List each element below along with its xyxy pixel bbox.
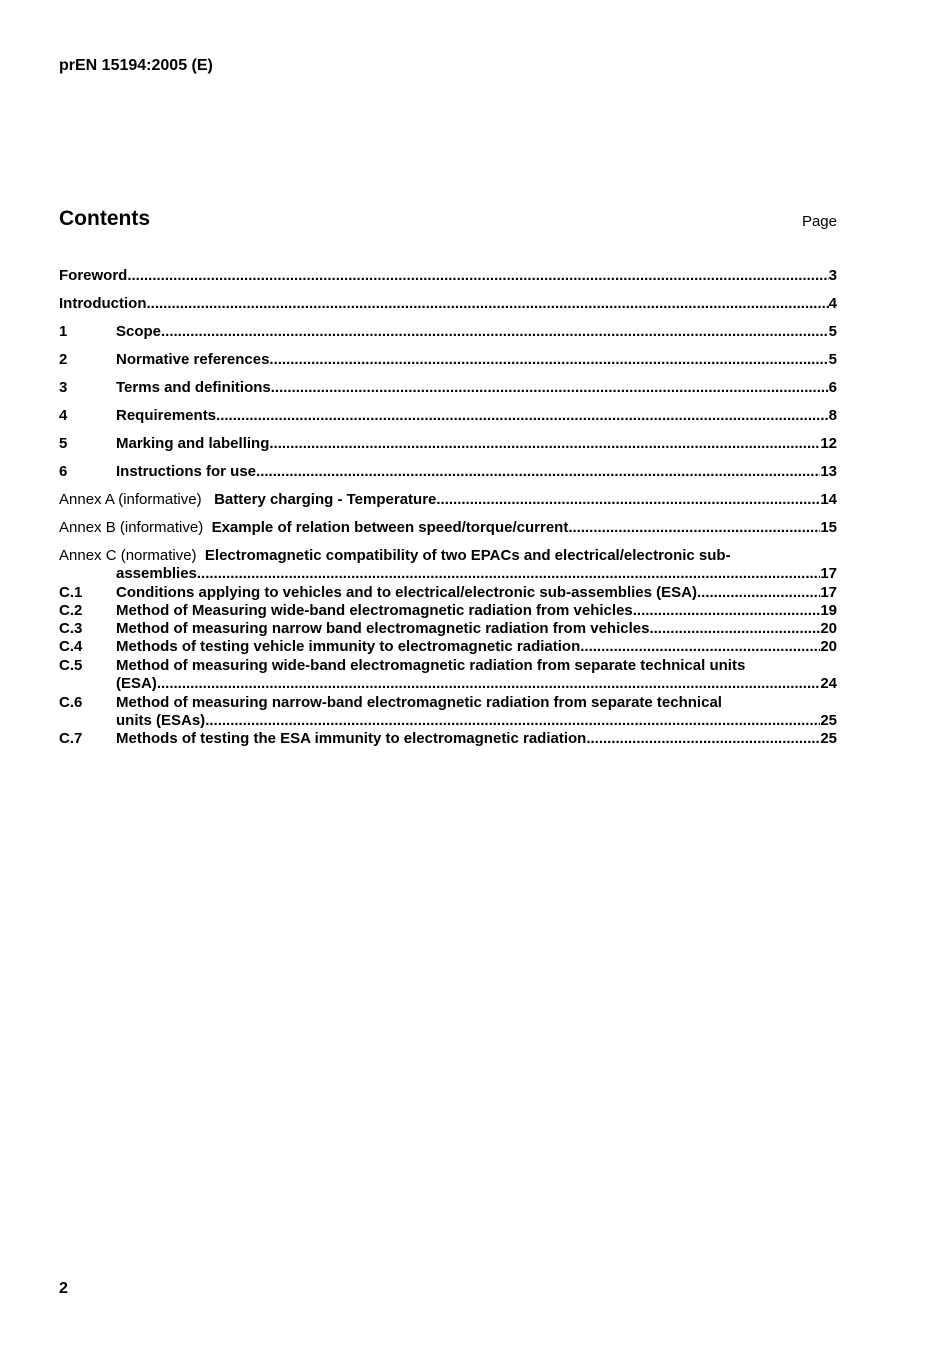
annex-title: Electromagnetic compatibility of two EPACs and electrical/electronic sub- — [204, 547, 731, 564]
document-id: prEN 15194:2005 (E) — [59, 57, 213, 74]
toc-number: C.2 — [59, 602, 83, 619]
toc-entry-c6-cont[interactable] — [59, 712, 837, 730]
annex-title: Example of relation between speed/torque/current — [211, 519, 569, 536]
toc-label: Requirements — [116, 407, 217, 424]
toc-label: Method of measuring wide-band electromagnetic radiation from separate technical units — [116, 657, 746, 674]
toc-page: 5 — [828, 351, 837, 368]
toc-label: Methods of testing the ESA immunity to electromagnetic radiation — [116, 730, 587, 747]
toc-label: Conditions applying to vehicles and to electrical/electronic sub-assemblies (ESA) — [116, 584, 697, 601]
toc-entry-c6[interactable] — [59, 694, 837, 712]
toc-page: 13 — [820, 463, 837, 480]
toc-entry-annex-c-cont[interactable] — [59, 565, 837, 583]
toc-entry-introduction[interactable] — [59, 295, 837, 313]
toc-number: C.5 — [59, 657, 83, 674]
toc-entry-normative-references[interactable] — [59, 351, 837, 369]
toc-page: 25 — [820, 712, 837, 729]
toc-number: 3 — [59, 379, 68, 396]
toc-page: 20 — [820, 638, 837, 655]
toc-label: Normative references — [116, 351, 270, 368]
toc-entry-marking-labelling[interactable] — [59, 435, 837, 453]
toc-entry-annex-c[interactable] — [59, 547, 837, 565]
toc-number: C.6 — [59, 694, 83, 711]
toc-page: 3 — [828, 267, 837, 284]
toc-number: C.7 — [59, 730, 83, 747]
toc-entry-c1[interactable] — [59, 584, 837, 602]
toc-label: Methods of testing vehicle immunity to electromagnetic radiation — [116, 638, 581, 655]
toc-entry-c7[interactable] — [59, 730, 837, 748]
toc-number: 2 — [59, 351, 68, 368]
toc-page: 12 — [820, 435, 837, 452]
toc-entry-c2[interactable] — [59, 602, 837, 620]
toc-entry-c4[interactable] — [59, 638, 837, 656]
toc-page: 8 — [828, 407, 837, 424]
page-number: 2 — [59, 1280, 68, 1297]
toc-page: 19 — [820, 602, 837, 619]
toc-page: 17 — [820, 565, 837, 582]
toc-number: 4 — [59, 407, 68, 424]
toc-entry-scope[interactable] — [59, 323, 837, 341]
annex-title-continued: assemblies — [116, 565, 197, 582]
toc-entry-c5-cont[interactable] — [59, 675, 837, 693]
toc-page: 14 — [820, 491, 837, 508]
toc-number: 6 — [59, 463, 68, 480]
toc-label-continued: units (ESAs) — [116, 712, 206, 729]
toc-page: 25 — [820, 730, 837, 747]
toc-number: 5 — [59, 435, 68, 452]
toc-label: Marking and labelling — [116, 435, 270, 452]
toc-label: Scope — [116, 323, 162, 340]
toc-entry-c3[interactable] — [59, 620, 837, 638]
toc-label: Introduction — [59, 295, 147, 312]
contents-title: Contents — [59, 207, 150, 230]
toc-number: C.1 — [59, 584, 83, 601]
toc-page: 15 — [820, 519, 837, 536]
toc-page: 17 — [820, 584, 837, 601]
toc-number: C.4 — [59, 638, 83, 655]
toc-label: Foreword — [59, 267, 128, 284]
toc-label-continued: (ESA) — [116, 675, 157, 692]
toc-entry-annex-b[interactable] — [59, 519, 837, 537]
toc-label: Method of measuring narrow-band electromagnetic radiation from separate technical — [116, 694, 722, 711]
toc-label: Instructions for use — [116, 463, 257, 480]
annex-type: Annex C (normative) — [59, 547, 197, 564]
annex-type: Annex A (informative) — [59, 491, 202, 508]
toc-entry-c5[interactable] — [59, 657, 837, 675]
toc-entry-annex-a[interactable] — [59, 491, 837, 509]
toc-entry-foreword[interactable] — [59, 267, 837, 285]
toc-page: 4 — [828, 295, 837, 312]
toc-page: 24 — [820, 675, 837, 692]
toc-page: 6 — [828, 379, 837, 396]
toc-entry-terms-definitions[interactable] — [59, 379, 837, 397]
toc-label: Method of measuring narrow band electromagnetic radiation from vehicles — [116, 620, 650, 637]
toc-number: C.3 — [59, 620, 83, 637]
toc-label: Terms and definitions — [116, 379, 271, 396]
annex-title: Battery charging - Temperature — [214, 491, 437, 508]
toc-page: 5 — [828, 323, 837, 340]
toc-label: Method of Measuring wide-band electromagnetic radiation from vehicles — [116, 602, 633, 619]
annex-type: Annex B (informative) — [59, 519, 204, 536]
toc-entry-requirements[interactable] — [59, 407, 837, 425]
page-column-label: Page — [801, 213, 837, 230]
toc-entry-instructions[interactable] — [59, 463, 837, 481]
toc-page: 20 — [820, 620, 837, 637]
toc-number: 1 — [59, 323, 68, 340]
